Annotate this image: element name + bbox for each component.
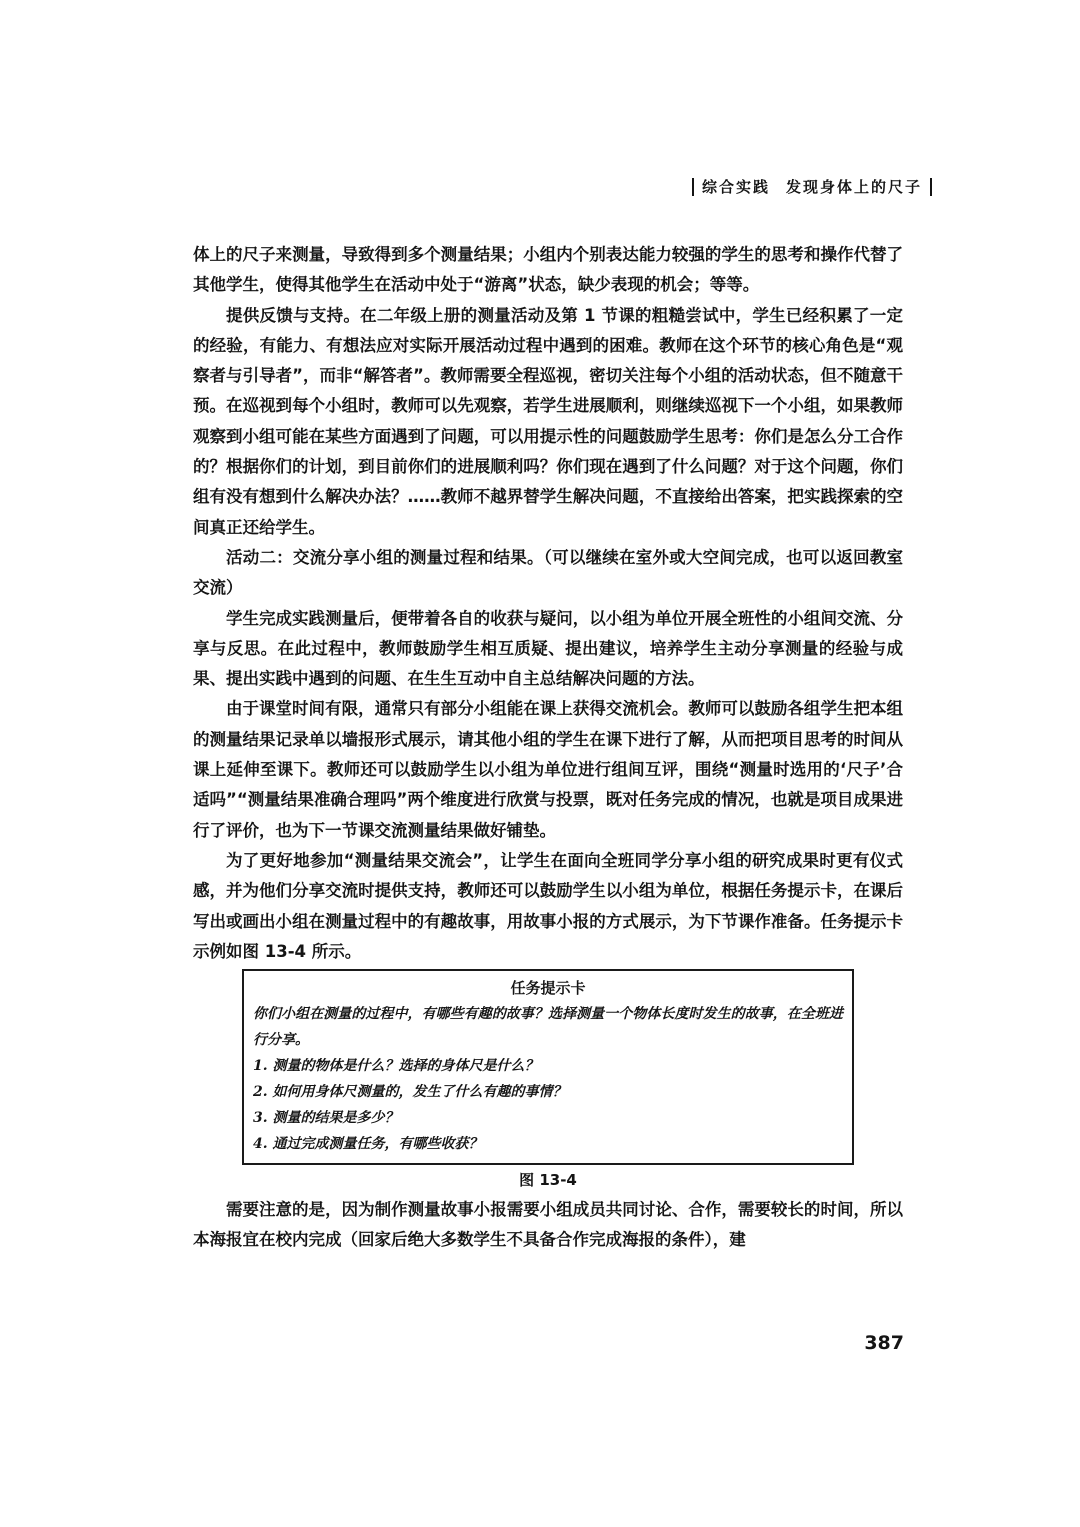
running-header <box>684 176 940 197</box>
task-card-intro: 你们小组在测量的过程中，有哪些有趣的故事？选择测量一个物体长度时发生的故事，在全班进行分享。 <box>253 1006 843 1049</box>
task-card-item: 3. 测量的结果是多少？ <box>253 1110 399 1127</box>
paragraph-class-time: 由于课堂时间有限，通常只有部分小组能在课上获得交流机会。教师可以鼓励各组学生把本组的测量结果记录单以墙报形式展示，请其他小组的学生在课下进行了解，从而把项目思考的时间从课上延伸至课下。教师还可以鼓励学生以小组为单位进行组间互评，围绕“测量时选用的‘尺子’合适吗”“测量结果准确合理吗”两个维度进行欣赏与投票，既对任务完成的情况，也就是项目成果进行了评价，也为下一节课交流测量结果做好铺垫。 <box>193 699 903 840</box>
paragraph-note: 需要注意的是，因为制作测量故事小报需要小组成员共同讨论、合作，需要较长的时间，所以本海报宜在校内完成（回家后绝大多数学生不具备合作完成海报的条件），建 <box>193 1200 903 1250</box>
page-number: 387 <box>864 1332 904 1354</box>
paragraph-continuation: 体上的尺子来测量，导致得到多个测量结果；小组内个别表达能力较强的学生的思考和操作代替了其他学生，使得其他学生在活动中处于“游离”状态，缺少表现的机会；等等。 <box>193 245 903 295</box>
paragraph-feedback <box>193 301 903 543</box>
header-title: 发现身体上的尺子 <box>785 178 922 196</box>
task-card-item: 1. 测量的物体是什么？选择的身体尺是什么？ <box>253 1058 539 1075</box>
task-card-item: 2. 如何用身体尺测量的，发生了什么有趣的事情？ <box>253 1084 567 1101</box>
paragraph-lead: 提供反馈与支持。 <box>226 305 361 325</box>
paragraph-text: 在二年级上册的测量活动及第 1 节课的粗糙尝试中，学生已经积累了一定的经验，有能力、有想法应对实际开展活动过程中遇到的困难。教师在这个环节的核心角色是“观察者与引导者”，而非“解答者”。教师需要全程巡视，密切关注每个小组的活动状态，但不随意干预。在巡视到每个小组时，教师可以先观察，若学生进展顺利，则继续巡视下一个小组，如果教师观察到小组可能在某些方面遇到了问题，可以用提示性的问题鼓励学生思考：你们是怎么分工合作的？根据你们的计划，到目前你们的进展顺利吗？你们现在遇到了什么问题？对于这个问题，你们组有没有想到什么解决办法？……教师不越界替学生解决问题，不直接给出答案，把实践探索的空间真正还给学生。 <box>193 305 903 537</box>
header-section: 综合实践 <box>701 178 770 196</box>
header-divider-right <box>930 178 932 196</box>
figure-caption: 图 13-4 <box>519 1171 577 1190</box>
task-card-title: 任务提示卡 <box>510 979 586 998</box>
task-card-item: 4. 通过完成测量任务，有哪些收获？ <box>253 1136 483 1153</box>
activity-two-heading: 活动二：交流分享小组的测量过程和结果。（可以继续在室外或大空间完成，也可以返回教室交流） <box>193 547 903 598</box>
paragraph-sharing: 学生完成实践测量后，便带着各自的收获与疑问，以小组为单位开展全班性的小组间交流、分享与反思。在此过程中，教师鼓励学生相互质疑、提出建议，培养学生主动分享测量的经验与成果、提出实践中遇到的问题、在生生互动中自主总结解决问题的方法。 <box>193 608 903 689</box>
page-body <box>193 240 903 1256</box>
paragraph-exchange-meeting: 为了更好地参加“测量结果交流会”，让学生在面向全班同学分享小组的研究成果时更有仪式感，并为他们分享交流时提供支持，教师还可以鼓励学生以小组为单位，根据任务提示卡，在课后写出或画出小组在测量过程中的有趣故事，用故事小报的方式展示，为下节课作准备。任务提示卡示例如图 13-4 所示。 <box>193 850 903 961</box>
header-divider-left <box>692 178 694 196</box>
task-prompt-card <box>242 969 854 1165</box>
